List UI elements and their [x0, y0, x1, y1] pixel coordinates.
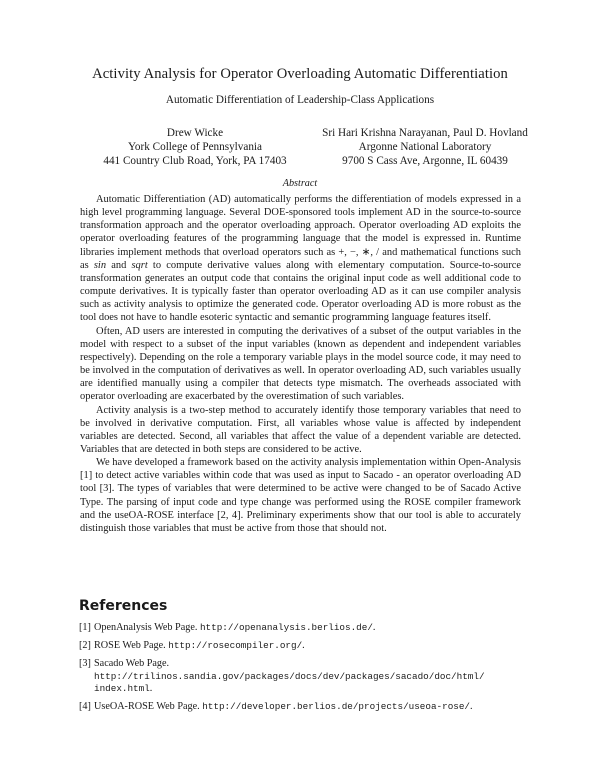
- paper-title: Activity Analysis for Operator Overloading Automatic Differentiation: [92, 66, 508, 82]
- references-list: [79, 622, 529, 720]
- reference-url[interactable]: http://trilinos.sandia.gov/packages/docs/dev/packages/sacado/doc/html/: [94, 670, 485, 682]
- paper-subtitle: Automatic Differentiation of Leadership-Class Applications: [165, 94, 435, 106]
- references-heading: References: [79, 598, 168, 614]
- paragraph-text: and: [106, 259, 132, 271]
- paragraph-text: to compute derivative values along with elementary computation. Source-to-source transformation generates an output code that contains the original input code as well additional code to compute derivatives. It is typically faster than operator overloading AD as it can use compiler analysis such as activity analysis to optimize the generated code. Operator overloading AD is more robust as the tool does not have to handle esoteric syntactic and semantic programming language features itself.: [80, 259, 521, 324]
- abstract-paragraph: Activity analysis is a two-step method to accurately identify those temporary variables that need to be involved in derivative computation. First, all variables whose value is affected by independent variables are detected. Second, all variables that affect the value of a dependent variable are detected. Variables that are detected in both steps are considered to be active.: [80, 404, 521, 455]
- author-address: 9700 S Cass Ave, Argonne, IL 60439: [342, 155, 508, 168]
- reference-text: UseOA-ROSE Web Page.: [94, 701, 203, 713]
- abstract-paragraph: [80, 193, 521, 325]
- author-name: Drew Wicke: [166, 127, 224, 139]
- abstract-heading: Abstract: [282, 178, 318, 189]
- author-name: Sri Hari Krishna Narayanan, Paul D. Hovland: [322, 127, 528, 139]
- author-affiliation: Argonne National Laboratory: [358, 141, 492, 154]
- reference-url[interactable]: http://developer.berlios.de/projects/useoa-rose/: [202, 701, 471, 713]
- reference-item: [79, 640, 529, 653]
- paragraph-text: Automatic Differentiation (AD) automatically performs the differentiation of models expressed in a high level programming language. Several DOE-sponsored tools implement AD in the source-to-source transformation approach and the operator overloading approach. Operator overloading AD exploits the operator overloading features of the programming language that the model is expressed in. Runtime libraries implement methods that overload operators such as +, −, ∗, / and mathematical functions such as: [80, 194, 521, 271]
- author-address: 441 Country Club Road, York, PA 17403: [103, 155, 287, 168]
- reference-end: .: [302, 640, 305, 652]
- math-sin: sin: [93, 259, 107, 271]
- reference-text: Sacado Web Page.: [94, 658, 170, 670]
- abstract-paragraph: We have developed a framework based on the activity analysis implementation within Open-Analysis [1] to detect active variables within code that was used as input to Sacado - an operator overloading AD tool [3]. The types of variables that were determined to be active were changed to be of Sacado Active Type. The parsing of input code and type change was performed using the ROSE compiler framework and the useOA-ROSE interface [2, 4]. Preliminary experiments show that our tool is able to accurately distinguish those variables that must be active from those that should not.: [80, 457, 521, 534]
- reference-number: [3]: [79, 658, 91, 670]
- math-sqrt: sqrt: [131, 259, 148, 271]
- abstract-paragraph: Often, AD users are interested in computing the derivatives of a subset of the output variables in the model with respect to a subset of the input variables (known as dependent and independent variables respectively). Depending on the role a temporary variable plays in the model source code, it may need to be involved in the computation of derivatives as well. In operator overloading AD, such variables usually are identified manually using a compiler that detects type mismatch. The overheads associated with operator overloading are exacerbated by the overestimation of such variables.: [80, 325, 521, 403]
- reference-end: .: [149, 683, 153, 695]
- reference-number: [2]: [79, 640, 91, 652]
- reference-url-continued[interactable]: index.html: [94, 683, 150, 695]
- reference-item: [79, 658, 529, 696]
- author-block-left: [80, 126, 310, 169]
- reference-url[interactable]: http://rosecompiler.org/: [168, 640, 303, 652]
- reference-item: [79, 622, 529, 635]
- reference-item: [79, 701, 529, 714]
- reference-number: [1]: [79, 622, 91, 633]
- reference-end: .: [470, 701, 473, 713]
- abstract-body: [80, 193, 521, 535]
- reference-text: OpenAnalysis Web Page.: [94, 622, 200, 633]
- reference-number: [4]: [79, 701, 91, 713]
- author-block-right: [320, 126, 530, 169]
- reference-url[interactable]: http://openanalysis.berlios.de/: [199, 622, 373, 633]
- author-affiliation: York College of Pennsylvania: [127, 141, 263, 154]
- reference-text: ROSE Web Page.: [94, 640, 169, 652]
- reference-end: .: [372, 622, 376, 633]
